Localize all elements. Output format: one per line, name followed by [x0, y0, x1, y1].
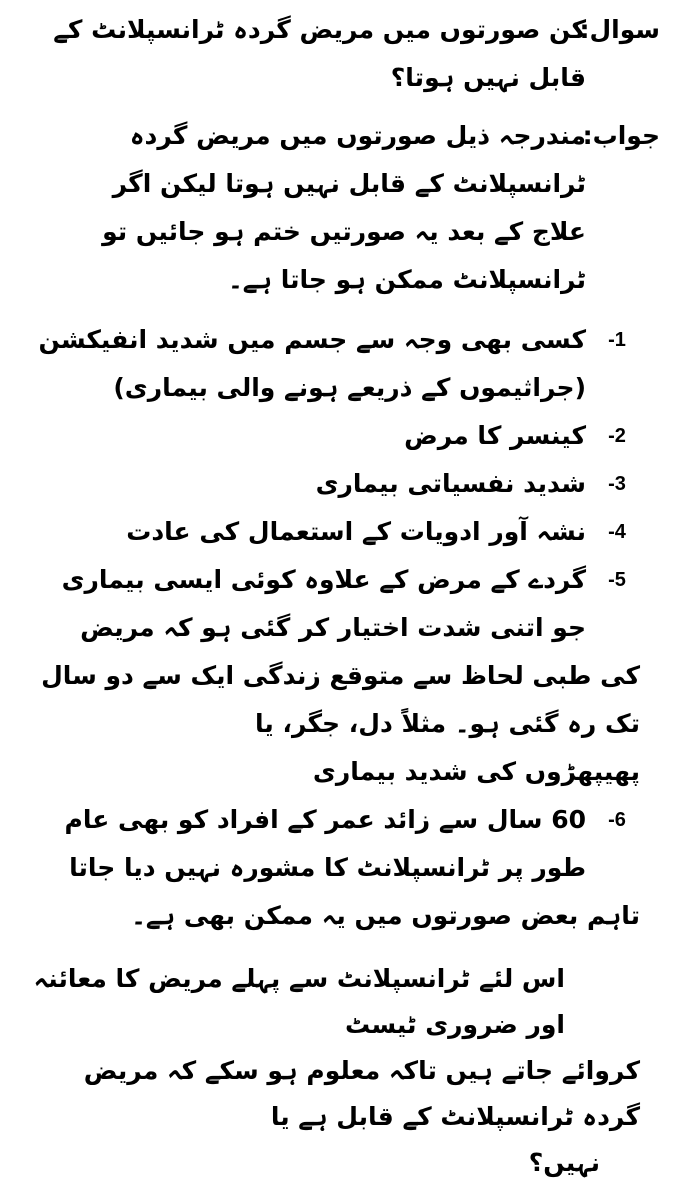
question-text: کن صورتوں میں مریض گردہ ٹرانسپلانٹ کے قابل نہیں ہوتا؟: [53, 15, 586, 92]
item-text-1: کسی بھی وجہ سے جسم میں شدید انفیکشن (جراثیموں کے ذریعے ہونے والی بیماری): [38, 325, 586, 402]
item-text-5-line-1: گردے کے مرض کے علاوہ کوئی ایسی بیماری جو اتنی شدت اختیار کر گئی ہو کہ مریض: [61, 565, 586, 642]
item-text-2: کینسر کا مرض: [404, 421, 586, 450]
answer-line-1: مندرجہ ذیل صورتوں میں مریض گردہ ٹرانسپلانٹ کے قابل نہیں ہوتا لیکن اگر: [112, 121, 586, 198]
list-item-1: [20, 316, 698, 412]
item-text-3: شدید نفسیاتی بیماری: [315, 469, 586, 498]
item-number-1: -1: [608, 329, 626, 351]
answer-line-2: علاج کے بعد یہ صورتیں ختم ہو جائیں تو ٹرانسپلانٹ ممکن ہو جاتا ہے۔: [102, 217, 586, 294]
item-text-4: نشہ آور ادویات کے استعمال کی عادت: [126, 517, 586, 546]
list-item-4: [20, 508, 698, 556]
list-item-2: [20, 412, 698, 460]
closing-line-3: نہیں؟: [528, 1148, 600, 1177]
item-number-4: -4: [608, 521, 626, 543]
answer-label: جواب:: [582, 121, 660, 150]
list-item-5: [20, 556, 698, 796]
item-text-6-line-1: 60 سال سے زائد عمر کے افراد کو بھی عام طور پر ٹرانسپلانٹ کا مشورہ نہیں دیا جاتا: [64, 805, 586, 882]
item-text-6-line-2: تاہم بعض صورتوں میں یہ ممکن بھی ہے۔: [131, 901, 640, 930]
question-label: سوال:: [579, 15, 660, 44]
closing-paragraph: [20, 956, 698, 1186]
closing-line-1: اس لئے ٹرانسپلانٹ سے پہلے مریض کا معائنہ اور ضروری ٹیسٹ: [33, 964, 565, 1039]
list-item-3: [20, 460, 698, 508]
item-text-5-line-3: پھیپھڑوں کی شدید بیماری: [312, 757, 640, 786]
item-number-5: -5: [608, 569, 626, 591]
closing-line-2: کروائے جاتے ہیں تاکہ معلوم ہو سکے کہ مریض گردہ ٹرانسپلانٹ کے قابل ہے یا: [83, 1056, 640, 1131]
list-item-6: [20, 796, 698, 940]
item-number-2: -2: [608, 425, 626, 447]
answer-row: [20, 112, 698, 304]
question-row: [20, 6, 698, 102]
item-number-3: -3: [608, 473, 626, 495]
reasons-list: [0, 316, 698, 940]
item-number-6: -6: [608, 809, 626, 831]
item-text-5-line-2: کی طبی لحاظ سے متوقع زندگی ایک سے دو سال تک رہ گئی ہو۔ مثلاً دل، جگر، یا: [41, 661, 640, 738]
